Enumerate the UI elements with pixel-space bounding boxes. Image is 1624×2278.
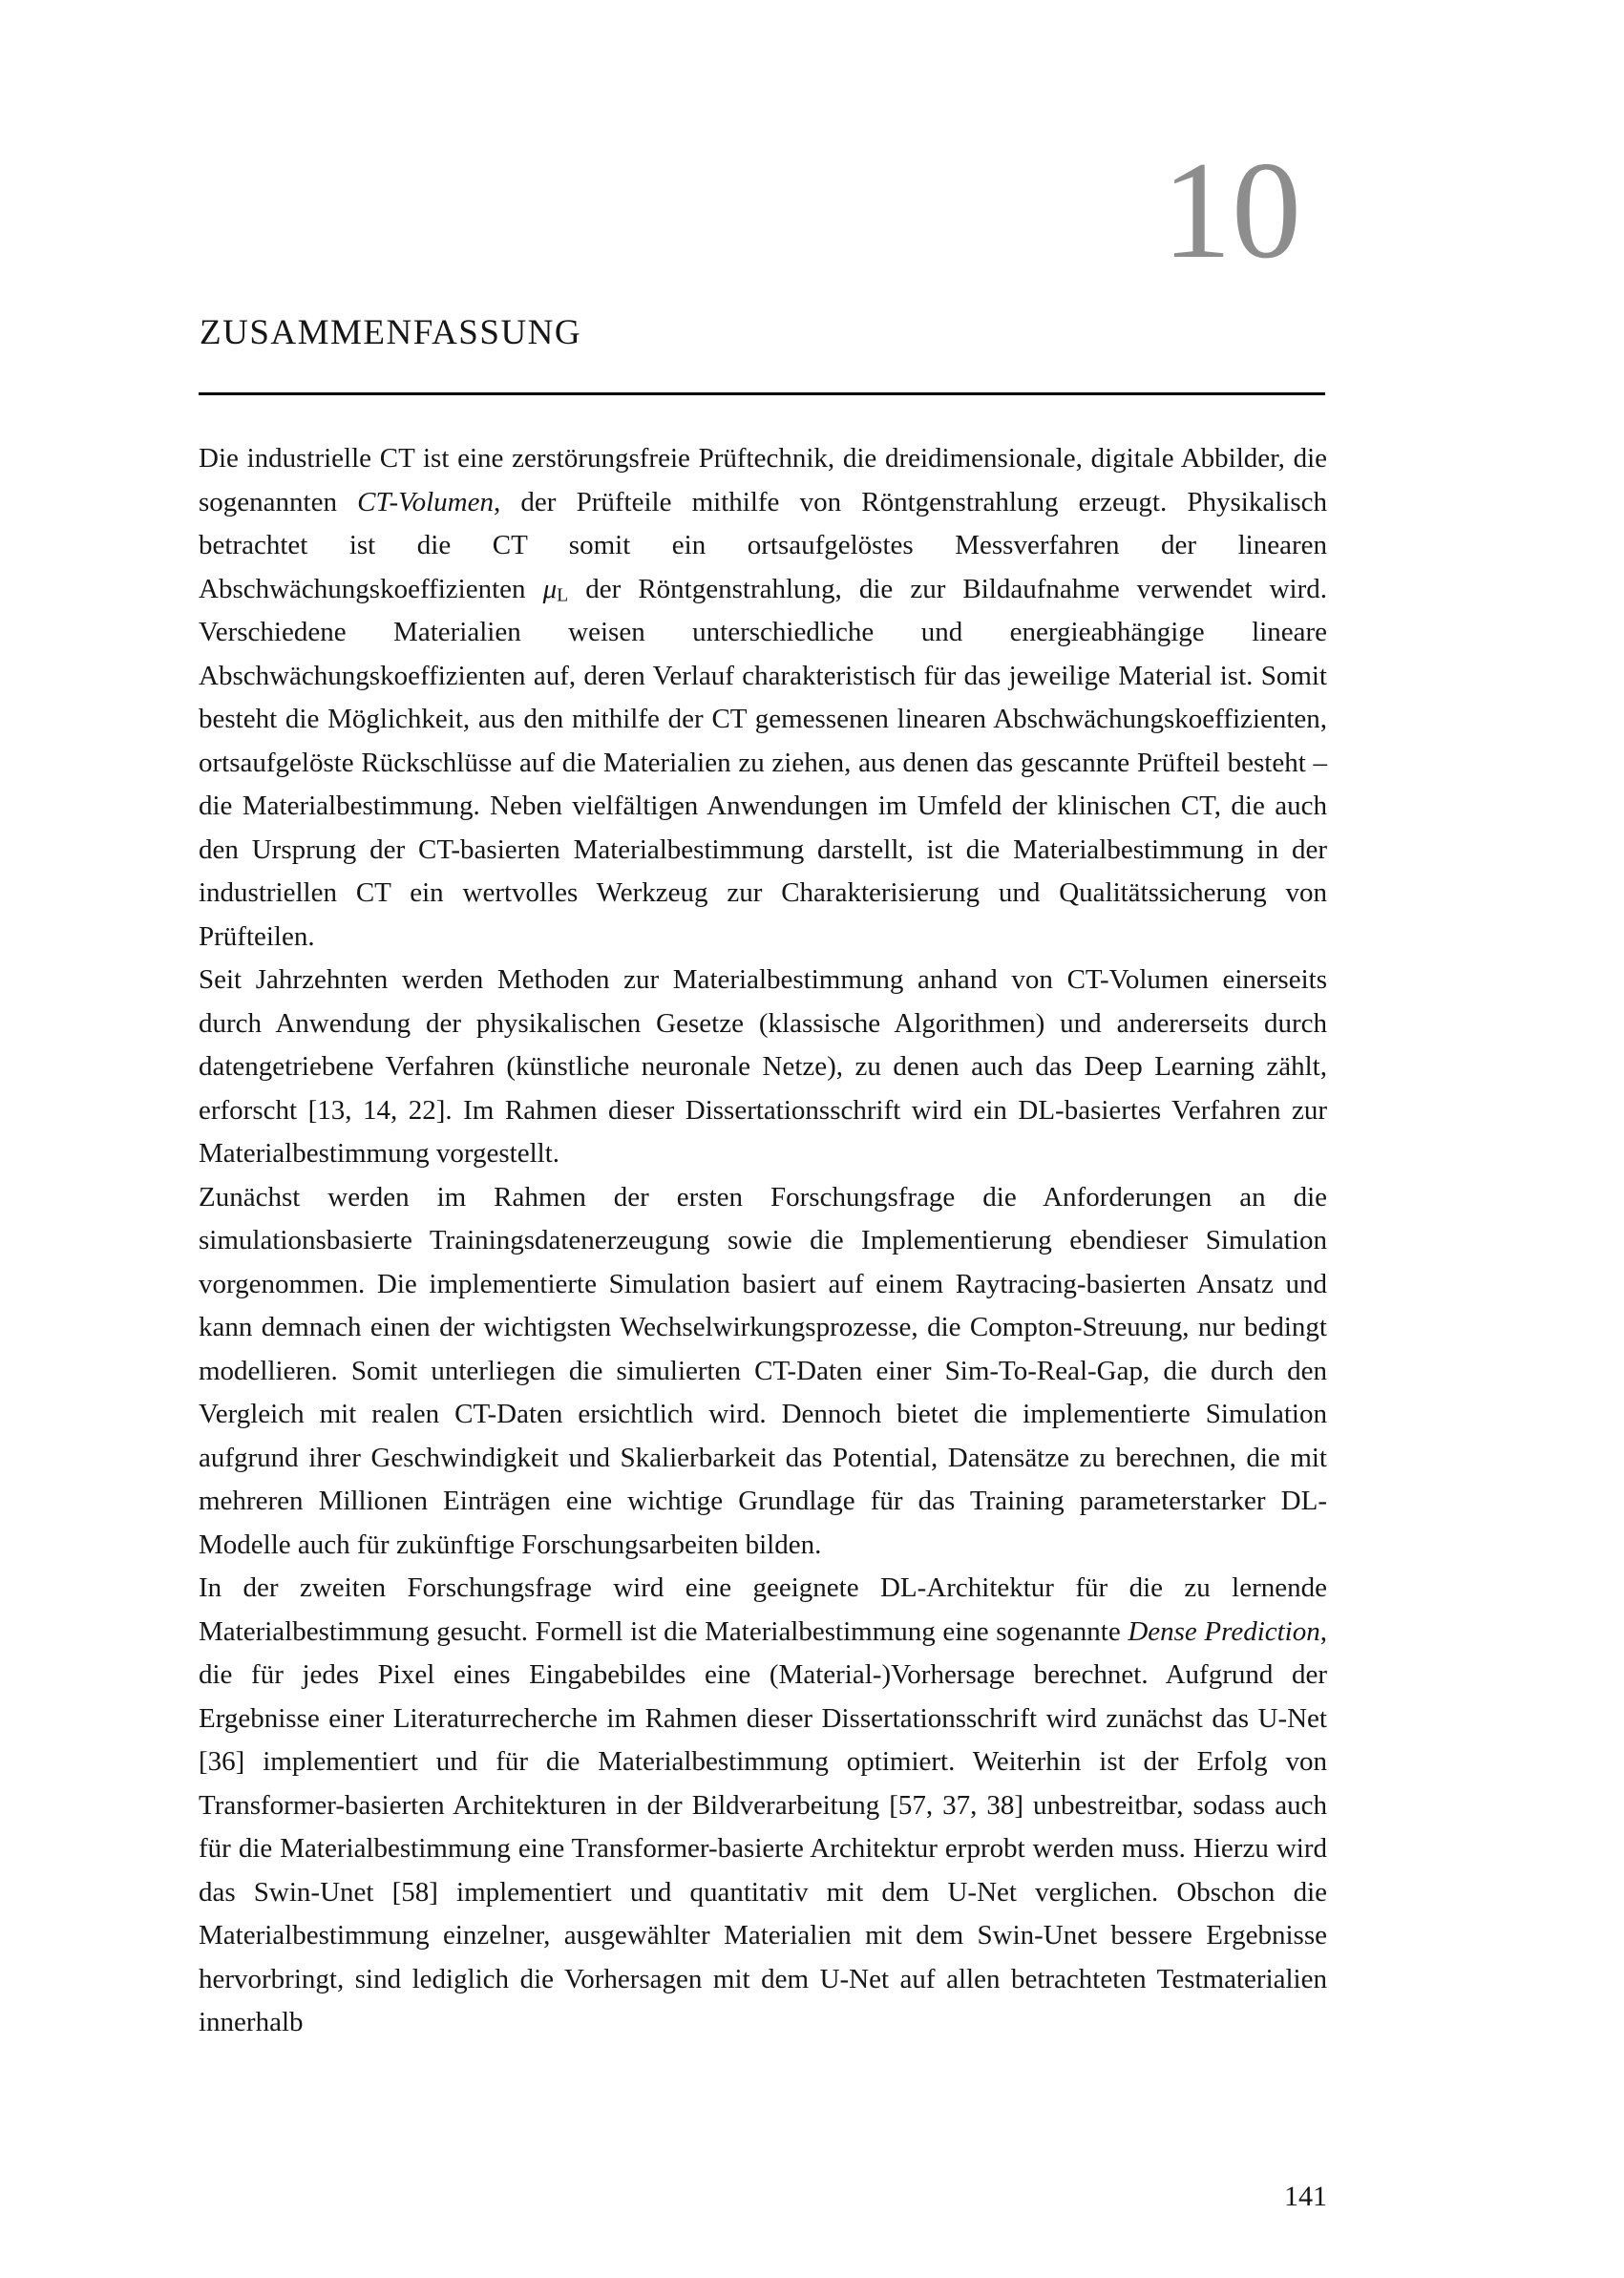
chapter-number: 10 — [1162, 133, 1301, 287]
paragraph: In der zweiten Forschungsfrage wird eine geeignete DL-Architektur für die zu lernende Materialbestimmung gesucht. Formell ist die Materialbestimmung eine sogenannte Dense Prediction, die für jedes Pixel eines Eingabebildes eine (Material-)Vorhersage berechnet. Aufgrund der Ergebnisse einer Literaturrecherche im Rahmen dieser Dissertationsschrift wird zunächst das U-Net [36] implementiert und für die Materialbestimmung optimiert. Weiterhin ist der Erfolg von Transformer-basierten Architekturen in der Bildverarbeitung [57, 37, 38] unbestreitbar, sodass auch für die Materialbestimmung eine Transformer-basierte Architektur erprobt werden muss. Hierzu wird das Swin-Unet [58] implementiert und quantitativ mit dem U-Net verglichen. Obschon die Materialbestimmung einzelner, ausgewählter Materialien mit dem Swin-Unet bessere Ergebnisse hervorbringt, sind lediglich die Vorhersagen mit dem U-Net auf allen betrachteten Testmaterialien innerhalb — [199, 1572, 1327, 2037]
paragraph: Zunächst werden im Rahmen der ersten Forschungsfrage die Anforderungen an die simulationsbasierte Trainingsdatenerzeugung sowie die Implementierung ebendieser Simulation vorgenommen. Die implementierte Simulation basiert auf einem Raytracing-basierten Ansatz und kann demnach einen der wichtigsten Wechselwirkungsprozesse, die Compton-Streuung, nur bedingt modellieren. Somit unterliegen die simulierten CT-Daten einer Sim-To-Real-Gap, die durch den Vergleich mit realen CT-Daten ersichtlich wird. Dennoch bietet die implementierte Simulation aufgrund ihrer Geschwindigkeit und Skalierbarkeit das Potential, Datensätze zu berechnen, die mit mehreren Millionen Einträgen eine wichtige Grundlage für das Training parameterstarker DL-Modelle auch für zukünftige Forschungsarbeiten bilden. — [199, 1181, 1327, 1560]
paragraph: Die industrielle CT ist eine zerstörungsfreie Prüftechnik, die dreidimensionale, digitale Abbilder, die sogenannten CT-Volumen, der Prüfteile mithilfe von Röntgenstrahlung erzeugt. Physikalisch betrachtet ist die CT somit ein ortsaufgelöstes Messverfahren der linearen Abschwächungskoeffizienten $\mu_L$ der Röntgenstrahlung, die zur Bildaufnahme verwendet wird. Verschiedene Materialien weisen unterschiedliche und energieabhängige lineare Abschwächungskoeffizienten auf, deren Verlauf charakteristisch für das jeweilige Material ist. Somit besteht die Möglichkeit, aus den mithilfe der CT gemessenen linearen Abschwächungskoeffizienten, ortsaufgelöste Rückschlüsse auf die Materialien zu ziehen, aus denen das gescannte Prüfteil besteht – die Materialbestimmung. Neben vielfältigen Anwendungen im Umfeld der klinischen CT, die auch den Ursprung der CT-basierten Materialbestimmung darstellt, ist die Materialbestimmung in der industriellen CT ein wertvolles Werkzeug zur Charakterisierung und Qualitätssicherung von Prüfteilen. — [199, 443, 1327, 952]
body-text — [199, 437, 1327, 2045]
heading-rule — [199, 392, 1325, 395]
page-number: 141 — [1284, 2181, 1327, 2212]
chapter-heading: ZUSAMMENFASSUNG — [200, 313, 582, 352]
paragraph: Seit Jahrzehnten werden Methoden zur Materialbestimmung anhand von CT-Volumen einerseits durch Anwendung der physikalischen Gesetze (klassische Algorithmen) und andererseits durch datengetriebene Verfahren (künstliche neuronale Netze), zu denen auch das Deep Learning zählt, erforscht [13, 14, 22]. Im Rahmen dieser Dissertationsschrift wird ein DL-basiertes Verfahren zur Materialbestimmung vorgestellt. — [199, 964, 1327, 1169]
